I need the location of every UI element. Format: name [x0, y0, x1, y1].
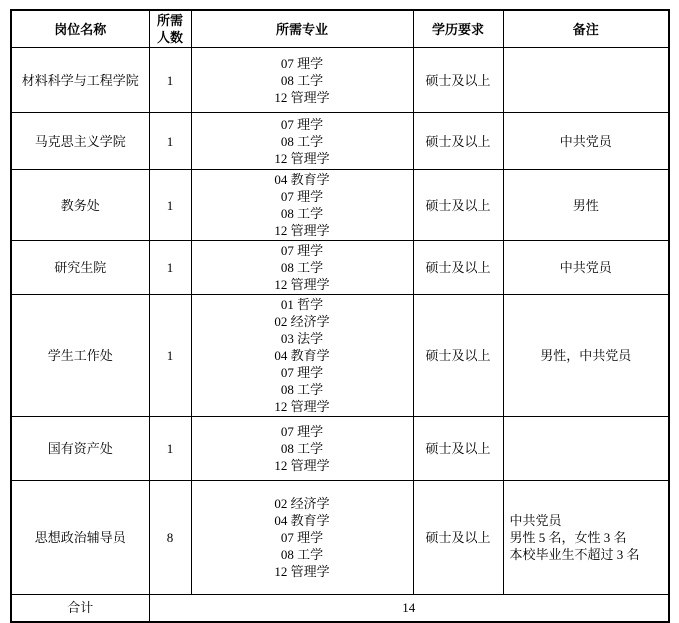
cell-text-line: 所需专业	[275, 21, 328, 37]
cell-text-line: 01 哲学	[280, 297, 324, 312]
table-row	[11, 295, 669, 417]
count-cell: 1	[149, 417, 191, 481]
table-row	[11, 417, 669, 481]
cell-text-line: 12 管理学	[274, 89, 330, 105]
majors-cell	[191, 170, 413, 241]
count-cell: 1	[149, 113, 191, 170]
cell-text-line: 人数	[156, 30, 183, 45]
cell-text-line: 12 管理学	[274, 277, 330, 292]
cell-text-line: 07 理学	[280, 243, 324, 258]
cell-text-line: 中共党员	[559, 260, 612, 275]
cell-text-line: 中共党员	[559, 133, 612, 149]
position-cell: 思想政治辅导员	[11, 481, 149, 595]
header-cell	[413, 10, 503, 48]
position-cell: 材料科学与工程学院	[11, 48, 149, 113]
education-cell: 硕士及以上	[413, 417, 503, 481]
remarks-cell	[503, 241, 669, 295]
count-cell: 1	[149, 170, 191, 241]
cell-text-line: 08 工学	[280, 206, 324, 221]
position-cell: 学生工作处	[11, 295, 149, 417]
cell-text-line: 07 理学	[280, 116, 324, 132]
cell-text-line: 02 经济学	[274, 496, 330, 511]
cell-text-line: 04 教育学	[274, 513, 330, 528]
cell-text-line: 12 管理学	[274, 564, 330, 579]
majors-cell	[191, 113, 413, 170]
total-label-cell: 合计	[11, 595, 149, 622]
count-cell: 8	[149, 481, 191, 595]
remarks-cell	[503, 113, 669, 170]
count-cell: 1	[149, 295, 191, 417]
cell-text-line: 男性，中共党员	[540, 348, 632, 363]
cell-text-line: 岗位名称	[54, 21, 107, 37]
cell-text-line: 男性 5 名，女性 3 名	[509, 530, 627, 545]
cell-text-line: 07 理学	[280, 530, 324, 545]
recruitment-table	[10, 9, 670, 623]
cell-text-line: 学历要求	[431, 21, 484, 37]
cell-text-line: 04 教育学	[274, 172, 330, 187]
remarks-cell	[503, 295, 669, 417]
cell-text-line: 中共党员	[509, 513, 562, 528]
majors-cell	[191, 241, 413, 295]
cell-text-line: 08 工学	[280, 72, 324, 88]
remarks-cell	[503, 417, 669, 481]
cell-text-line: 07 理学	[280, 365, 324, 380]
education-cell: 硕士及以上	[413, 295, 503, 417]
education-cell: 硕士及以上	[413, 48, 503, 113]
education-cell: 硕士及以上	[413, 481, 503, 595]
header-cell	[503, 10, 669, 48]
table-row	[11, 170, 669, 241]
table-row	[11, 481, 669, 595]
table-row	[11, 241, 669, 295]
remarks-cell	[503, 481, 669, 595]
position-cell: 教务处	[11, 170, 149, 241]
cell-text-line: 04 教育学	[274, 348, 330, 363]
education-cell: 硕士及以上	[413, 170, 503, 241]
cell-text-line: 男性	[572, 197, 599, 213]
cell-text-line: 07 理学	[280, 189, 324, 204]
cell-text-line: 08 工学	[280, 260, 324, 275]
cell-text-line: 07 理学	[280, 55, 324, 71]
cell-text-line: 12 管理学	[274, 399, 330, 414]
cell-text-line: 08 工学	[280, 382, 324, 397]
cell-text-line: 08 工学	[280, 441, 324, 456]
majors-cell	[191, 417, 413, 481]
count-cell: 1	[149, 241, 191, 295]
header-cell	[191, 10, 413, 48]
total-row	[11, 595, 669, 622]
cell-text-line: 12 管理学	[274, 223, 330, 238]
cell-text-line: 08 工学	[280, 133, 324, 149]
position-cell: 国有资产处	[11, 417, 149, 481]
position-cell: 研究生院	[11, 241, 149, 295]
total-value-cell: 14	[149, 595, 669, 622]
cell-text-line: 03 法学	[280, 331, 324, 346]
header-row	[11, 10, 669, 48]
header-cell	[149, 10, 191, 48]
cell-text-line: 12 管理学	[274, 458, 330, 473]
cell-text-line: 07 理学	[280, 424, 324, 439]
count-cell: 1	[149, 48, 191, 113]
majors-cell	[191, 481, 413, 595]
remarks-cell	[503, 48, 669, 113]
cell-text-line: 08 工学	[280, 547, 324, 562]
position-cell: 马克思主义学院	[11, 113, 149, 170]
table-row	[11, 48, 669, 113]
majors-cell	[191, 295, 413, 417]
header-cell	[11, 10, 149, 48]
cell-text-line: 12 管理学	[274, 150, 330, 166]
cell-text-line: 所需	[156, 13, 183, 28]
education-cell: 硕士及以上	[413, 113, 503, 170]
education-cell: 硕士及以上	[413, 241, 503, 295]
cell-text-line: 02 经济学	[274, 314, 330, 329]
cell-text-line: 备注	[572, 21, 599, 37]
table-row	[11, 113, 669, 170]
cell-text-line: 本校毕业生不超过 3 名	[509, 547, 640, 562]
remarks-cell	[503, 170, 669, 241]
majors-cell	[191, 48, 413, 113]
